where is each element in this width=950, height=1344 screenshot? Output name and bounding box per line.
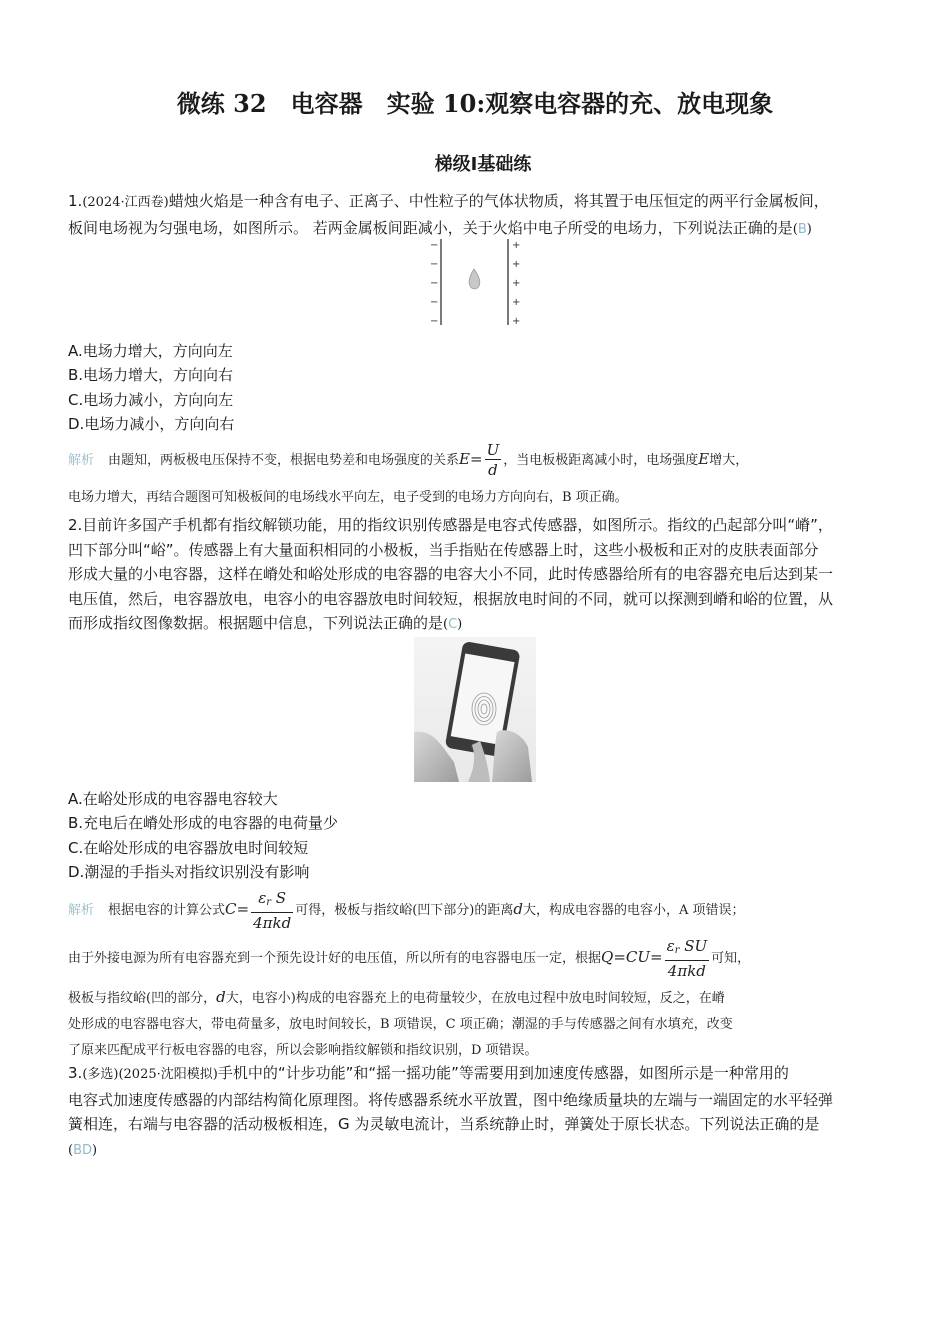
fraction-denominator: d (488, 461, 498, 479)
analysis-text: 根据电容的计算公式 (108, 903, 226, 918)
question-source: (多选)(2025·沈阳模拟) (82, 1067, 218, 1082)
analysis-line (68, 984, 890, 1012)
option-a: A.电场力增大，方向向左 (68, 342, 233, 360)
question-2-line: 电压值，然后，电容器放电，电容小的电容器放电时间较短，根据放电时间的不同，就可以探测到嵴和峪的位置，从 (68, 589, 834, 608)
option-b: B.充电后在嵴处形成的电容器的电荷量少 (68, 814, 339, 832)
answer-key: C (448, 617, 458, 632)
math-var: d (513, 900, 523, 918)
question-number: 3. (68, 1064, 83, 1082)
option-a: A.在峪处形成的电容器电容较大 (68, 790, 278, 808)
analysis-text: 大，构成电容器的电容小，A 项错误； (522, 903, 745, 918)
capacitor-candle-figure (425, 237, 525, 327)
option-c: C.在峪处形成的电容器放电时间较短 (68, 839, 309, 857)
question-text: 板间电场视为匀强电场，如图所示。 若两金属板间距减小，关于火焰中电子所受的电场力，下列说法正确的是 (68, 218, 793, 237)
minus-sign: − (430, 278, 439, 289)
analysis-line: 处形成的电容器电容大，带电荷量多，放电时间较长，B 项错误，C 项正确；潮湿的手与传感器之间有水填充，改变 (68, 1017, 733, 1032)
page-title: 微练 32 电容器 实验 10:观察电容器的充、放电现象 (176, 89, 774, 118)
math-var: d (216, 988, 226, 1006)
fraction-numerator: $\varepsilon_r$ S (251, 889, 293, 913)
math-var: E (459, 450, 470, 468)
section-heading: 梯级Ⅰ基础练 (434, 154, 532, 175)
analysis-line: 解析 根据电容的计算公式C= $\frac{\varepsilon_r S}{\text{4πkd}}$ 可得，极板与指纹峪(凹下部分)的距离d大，构成电容器的电容小，A 项错误； (68, 888, 745, 932)
minus-sign: − (430, 259, 439, 270)
math-var: C (225, 900, 237, 918)
question-3-line (68, 1061, 890, 1088)
question-2-line: 而形成指纹图像数据。根据题中信息，下列说法正确的是(C) (68, 614, 463, 632)
analysis-text: 可知， (711, 951, 751, 966)
formula-fraction (665, 937, 710, 981)
analysis-text: 由题知，两板极电压保持不变，根据电势差和电场强度的关系 (108, 453, 460, 468)
question-3 (68, 1061, 890, 1163)
plus-sign: + (512, 240, 521, 251)
question-2 (68, 513, 890, 638)
fingerprint-phone-photo (414, 637, 536, 782)
analysis-text: 极板与指纹峪(凹的部分， (68, 991, 217, 1006)
option-c: C.电场力减小，方向向左 (68, 391, 234, 409)
question-2-line: 形成大量的小电容器，这样在嵴处和峪处形成的电容器的电容大小不同，此时传感器给所有的电容器充电后达到某一 (68, 565, 834, 583)
answer-key: B (797, 221, 807, 237)
fraction-denominator: 4πkd (667, 961, 706, 980)
minus-sign: − (430, 297, 439, 308)
analysis-text: 可得，极板与指纹峪(凹下部分)的距离 (295, 903, 514, 918)
analysis-text: 增大， (709, 453, 749, 468)
formula-fraction (251, 889, 293, 933)
question-number: 1. (68, 192, 83, 210)
question-text: 蜡烛火焰是一种含有电子、正离子、中性粒子的气体状物质，将其置于电压恒定的两平行金属板间， (168, 192, 829, 210)
analysis-line: 电场力增大，再结合题图可知极板间的电场线水平向左，电子受到的电场力方向向右，B 项正确。 (68, 490, 628, 505)
option-d: D.电场力减小，方向向右 (68, 415, 235, 433)
question-3-line: 簧相连，右端与电容器的活动极板相连，G 为灵敏电流计，当系统静止时，弹簧处于原长状态。下列说法正确的是 (68, 1115, 820, 1133)
question-2-line: 2.目前许多国产手机都有指纹解锁功能，用的指纹识别传感器是电容式传感器，如图所示。指纹的凸起部分叫“嵴”， (68, 516, 833, 534)
fraction-numerator: $\varepsilon_r$ SU (665, 937, 710, 961)
math-var: E (698, 450, 710, 468)
analysis-line (68, 936, 890, 978)
plus-sign: + (512, 259, 521, 270)
plus-sign: + (512, 316, 521, 327)
plus-sign: + (512, 297, 521, 308)
analysis-line: 了原来匹配成平行板电容器的电容，所以会影响指纹解锁和指纹识别，D 项错误。 (68, 1043, 538, 1058)
analysis-label: 解析 (68, 903, 95, 918)
option-b: B.电场力增大，方向向右 (68, 366, 234, 384)
analysis-2 (68, 888, 890, 1064)
question-3-line: (BD) (68, 1142, 98, 1158)
answer-key: BD (73, 1142, 93, 1158)
question-1-line-2: 板间电场视为匀强电场，如图所示。 若两金属板间距减小，关于火焰中电子所受的电场力，下列说法正确的是(B) (68, 218, 812, 237)
option-d: D.潮湿的手指头对指纹识别没有影响 (68, 863, 310, 881)
question-source: (2024·江西卷) (82, 195, 169, 210)
question-1-line-1 (68, 189, 890, 216)
minus-sign: − (430, 240, 439, 251)
question-text: 而形成指纹图像数据。根据题中信息，下列说法正确的是 (68, 614, 444, 632)
analysis-text: 大，电容小)构成的电容器充上的电荷量较少，在放电过程中放电时间较短，反之，在嵴 (225, 991, 725, 1006)
formula-fraction (485, 441, 502, 480)
question-2-line: 凹下部分叫“峪”。传感器上有大量面积相同的小极板，当手指贴在传感器上时，这些小极板和正对的皮肤表面部分 (68, 540, 819, 559)
analysis-line: 解析 由题知，两板极电压保持不变，根据电势差和电场强度的关系E= $\frac{U}{d}$ ，当电板极距离减小时，电场强度E增大， (68, 441, 749, 479)
minus-sign: − (430, 316, 439, 327)
analysis-1 (68, 440, 890, 510)
question-1 (68, 189, 890, 242)
plus-sign: + (512, 278, 521, 289)
analysis-text: ，当电板极距离减小时，电场强度 (503, 453, 699, 468)
fraction-numerator: U (486, 441, 500, 459)
analysis-text: 由于外接电源为所有电容器充到一个预先设计好的电压值，所以所有的电容器电压一定，根据 (68, 951, 602, 966)
question-3-line: 电容式加速度传感器的内部结构简化原理图。将传感器系统水平放置，图中绝缘质量块的左端与一端固定的水平轻弹 (68, 1090, 834, 1109)
fraction-denominator: 4πkd (253, 913, 292, 932)
math-expression: Q=CU= (601, 948, 663, 966)
question-text: 手机中的“计步功能”和“摇一摇功能”等需要用到加速度传感器，如图所示是一种常用的 (217, 1064, 789, 1082)
analysis-label: 解析 (68, 453, 95, 468)
candle-flame-icon (469, 269, 480, 289)
